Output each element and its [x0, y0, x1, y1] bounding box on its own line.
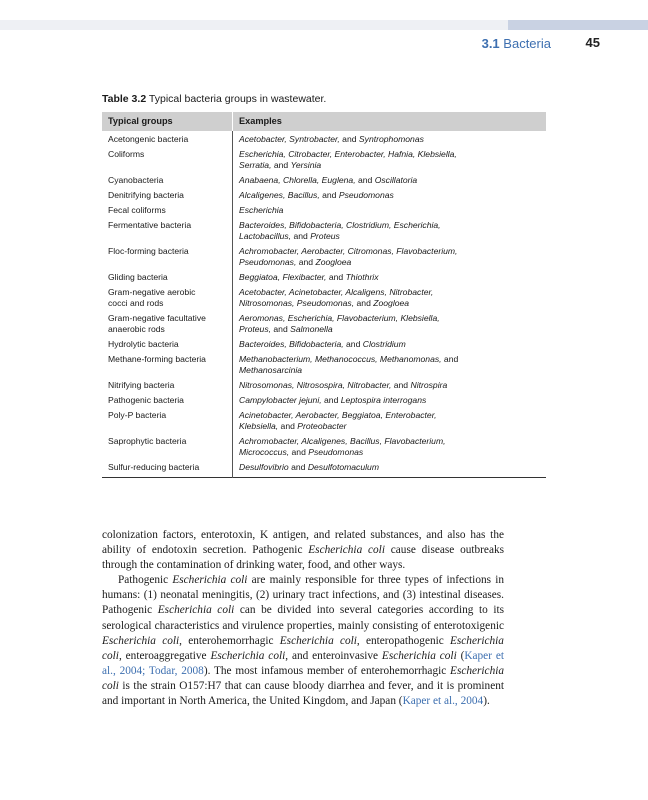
genus-list: Campylobacter jejuni,: [239, 395, 322, 405]
group-cell: [102, 219, 233, 245]
species-name: Escherichia coli: [172, 574, 248, 587]
group-name: Hydrolytic bacteria: [108, 339, 179, 349]
group-name: Gram-negative facultative: [108, 313, 206, 323]
genus-list: Anabaena, Chlorella, Euglena,: [239, 175, 356, 185]
genus-list: Proteus: [310, 231, 340, 241]
group-name: anaerobic rods: [108, 324, 165, 334]
genus-list: Desulfovibrio: [239, 462, 289, 472]
conjunction: and: [355, 175, 375, 185]
species-name: Escherichia coli: [279, 634, 357, 647]
genus-list: Klebsiella,: [239, 421, 279, 431]
group-name: Denitrifying bacteria: [108, 190, 184, 200]
text-run: is the strain O157:H7 that can cause bloody diarrhea and fever, and it is prominent and important in North America, the United Kingdom, and Japan (: [102, 679, 504, 708]
column-header-groups: Typical groups: [102, 112, 233, 131]
text-run: colonization factors, enterotoxin, K antigen, and related substances, and also has the ability of endotoxin secretion. Pathogenic: [102, 529, 504, 557]
examples-cell: [233, 338, 547, 353]
table-row: [102, 204, 546, 219]
paragraph-2: [102, 573, 504, 709]
citation-link[interactable]: Kaper et al., 2004: [402, 695, 484, 708]
genus-list: Micrococcus,: [239, 447, 290, 457]
species-name: Escherichia coli: [102, 664, 505, 692]
section-title: Bacteria: [503, 36, 551, 51]
group-cell: [102, 271, 233, 286]
conjunction: and: [291, 231, 311, 241]
species-name: Escherichia coli: [102, 634, 504, 662]
genus-list: Proteobacter: [297, 421, 347, 431]
examples-cell: [233, 353, 547, 379]
group-cell: [102, 189, 233, 204]
table-row: [102, 409, 546, 435]
genus-list: Pseudomonas,: [239, 257, 297, 267]
genus-list: Bacteroides, Bifidobacteria, Clostridium, Escherichia,: [239, 220, 441, 230]
text-run: , enterohemorrhagic: [179, 634, 280, 647]
genus-list: Lactobacillus,: [239, 231, 292, 241]
genus-list: Salmonella: [290, 324, 333, 334]
group-cell: [102, 353, 233, 379]
conjunction: and: [289, 447, 309, 457]
table-row: [102, 394, 546, 409]
genus-list: Nitrosomonas, Pseudomonas,: [239, 298, 355, 308]
text-run: (: [456, 649, 465, 662]
genus-list: Zoogloea: [315, 257, 352, 267]
genus-list: Pseudomonas: [308, 447, 364, 457]
genus-list: Desulfotomaculum: [307, 462, 379, 472]
genus-list: Beggiatoa, Flexibacter,: [239, 272, 327, 282]
group-cell: [102, 245, 233, 271]
group-cell: [102, 204, 233, 219]
section-number: 3.1: [481, 36, 500, 51]
text-run: ). The most infamous member of enterohemorrhagic: [203, 664, 451, 677]
table-row: [102, 379, 546, 394]
group-name: cocci and rods: [108, 298, 164, 308]
genus-list: Escherichia: [239, 205, 284, 215]
group-cell: [102, 174, 233, 189]
genus-list: Thiothrix: [345, 272, 379, 282]
group-name: Fecal coliforms: [108, 205, 166, 215]
genus-list: Escherichia, Citrobacter, Enterobacter, Hafnia, Klebsiella,: [239, 149, 457, 159]
conjunction: and: [326, 272, 346, 282]
table-caption: [102, 93, 326, 105]
group-name: Sulfur-reducing bacteria: [108, 462, 200, 472]
conjunction: and: [321, 395, 341, 405]
table-row: [102, 245, 546, 271]
table-title: Typical bacteria groups in wastewater.: [148, 93, 327, 105]
text-run: can be divided into several categories according to its serological characteristics and virulence properties, mainly consisting of enterotoxigenic: [102, 604, 504, 632]
text-run: , enteroaggregative: [118, 649, 211, 662]
genus-list: Alcaligenes, Bacillus,: [239, 190, 320, 200]
genus-list: Yersinia: [290, 160, 322, 170]
genus-list: Acetobacter, Syntrobacter,: [239, 134, 340, 144]
table-row: [102, 219, 546, 245]
text-run: , and enteroinvasive: [285, 649, 382, 662]
bacteria-groups-table: [102, 112, 546, 478]
group-name: Fermentative bacteria: [108, 220, 192, 230]
table-row: [102, 353, 546, 379]
examples-cell: [233, 461, 547, 478]
table-row: [102, 286, 546, 312]
examples-cell: [233, 312, 547, 338]
genus-list: Achromobacter, Aerobacter, Citromonas, Flavobacterium,: [239, 246, 458, 256]
group-name: Methane-forming bacteria: [108, 354, 206, 364]
conjunction: and: [288, 462, 308, 472]
group-name: Nitrifying bacteria: [108, 380, 175, 390]
group-cell: [102, 338, 233, 353]
group-cell: [102, 286, 233, 312]
group-name: Acetongenic bacteria: [108, 134, 189, 144]
group-name: Floc-forming bacteria: [108, 246, 189, 256]
table-row: [102, 312, 546, 338]
genus-list: Achromobacter, Alcaligenes, Bacillus, Flavobacterium,: [239, 436, 446, 446]
table-row: [102, 189, 546, 204]
table-row: [102, 271, 546, 286]
header-band-accent: [508, 20, 648, 30]
group-name: Cyanobacteria: [108, 175, 164, 185]
column-header-examples: Examples: [233, 112, 547, 131]
group-name: Gliding bacteria: [108, 272, 168, 282]
genus-list: Aeromonas, Escherichia, Flavobacterium, Klebsiella,: [239, 313, 440, 323]
examples-cell: [233, 271, 547, 286]
genus-list: Bacteroides, Bifidobacteria,: [239, 339, 344, 349]
examples-cell: [233, 379, 547, 394]
conjunction: and: [391, 380, 411, 390]
table-body: [102, 131, 546, 478]
species-name: Escherichia coli: [381, 649, 457, 662]
text-run: Pathogenic: [118, 574, 173, 587]
genus-list: Zoogloea: [373, 298, 410, 308]
conjunction: and: [339, 134, 359, 144]
table-row: [102, 461, 546, 478]
text-run: are mainly responsible for three types of infections in humans: (1) neonatal meningitis, (2) urinary tract infections, and (3) intestinal diseases. Pathogenic: [102, 574, 504, 617]
group-cell: [102, 435, 233, 461]
table-header-row: [102, 112, 546, 131]
conjunction: and: [278, 421, 298, 431]
group-name: Coliforms: [108, 149, 145, 159]
examples-cell: [233, 286, 547, 312]
group-cell: [102, 394, 233, 409]
table-row: [102, 148, 546, 174]
group-cell: [102, 461, 233, 478]
table-row: [102, 174, 546, 189]
table-row: [102, 131, 546, 148]
genus-list: Clostridium: [362, 339, 406, 349]
page-number: 45: [585, 35, 600, 50]
citation-link[interactable]: Kaper et al., 2004; Todar, 2008: [102, 649, 504, 677]
species-name: Escherichia coli: [308, 544, 385, 557]
group-cell: [102, 409, 233, 435]
conjunction: and: [271, 160, 291, 170]
conjunction: and: [271, 324, 291, 334]
text-run: , enteropathogenic: [356, 634, 450, 647]
table-row: [102, 338, 546, 353]
group-cell: [102, 131, 233, 148]
genus-list: Syntrophomonas: [358, 134, 424, 144]
examples-cell: [233, 409, 547, 435]
genus-list: Proteus,: [239, 324, 272, 334]
genus-list: Acinetobacter, Aerobacter, Beggiatoa, Enterobacter,: [239, 410, 437, 420]
genus-list: Methanosarcinia: [239, 365, 303, 375]
group-cell: [102, 148, 233, 174]
conjunction: and: [354, 298, 374, 308]
group-cell: [102, 312, 233, 338]
conjunction: and: [296, 257, 316, 267]
genus-list: Serratia,: [239, 160, 272, 170]
genus-list: Methanobacterium, Methanococcus, Methanomonas,: [239, 354, 442, 364]
paragraph-1: [102, 528, 504, 573]
examples-cell: [233, 435, 547, 461]
examples-cell: [233, 148, 547, 174]
examples-cell: [233, 131, 547, 148]
genus-list: Pseudomonas: [338, 190, 394, 200]
genus-list: Nitrospira: [410, 380, 448, 390]
conjunction: and: [441, 354, 459, 364]
examples-cell: [233, 174, 547, 189]
group-cell: [102, 379, 233, 394]
table-row: [102, 435, 546, 461]
species-name: Escherichia coli: [157, 604, 235, 617]
group-name: Saprophytic bacteria: [108, 436, 187, 446]
body-text: [102, 528, 504, 709]
genus-list: Oscillatoria: [374, 175, 418, 185]
species-name: Escherichia coli: [102, 634, 180, 647]
conjunction: and: [343, 339, 363, 349]
table-label: Table 3.2: [102, 93, 147, 105]
examples-cell: [233, 245, 547, 271]
examples-cell: [233, 189, 547, 204]
group-name: Pathogenic bacteria: [108, 395, 184, 405]
examples-cell: [233, 394, 547, 409]
examples-cell: [233, 219, 547, 245]
text-run: cause disease outbreaks through the contamination of drinking water, food, and other ways.: [102, 544, 504, 572]
genus-list: Leptospira interrogans: [340, 395, 427, 405]
text-run: ).: [483, 695, 490, 708]
genus-list: Nitrosomonas, Nitrosospira, Nitrobacter,: [239, 380, 392, 390]
running-head: [482, 36, 551, 51]
group-name: Gram-negative aerobic: [108, 287, 196, 297]
examples-cell: [233, 204, 547, 219]
genus-list: Acetobacter, Acinetobacter, Alcaligens, Nitrobacter,: [239, 287, 434, 297]
group-name: Poly-P bacteria: [108, 410, 167, 420]
species-name: Escherichia coli: [210, 649, 286, 662]
conjunction: and: [319, 190, 339, 200]
